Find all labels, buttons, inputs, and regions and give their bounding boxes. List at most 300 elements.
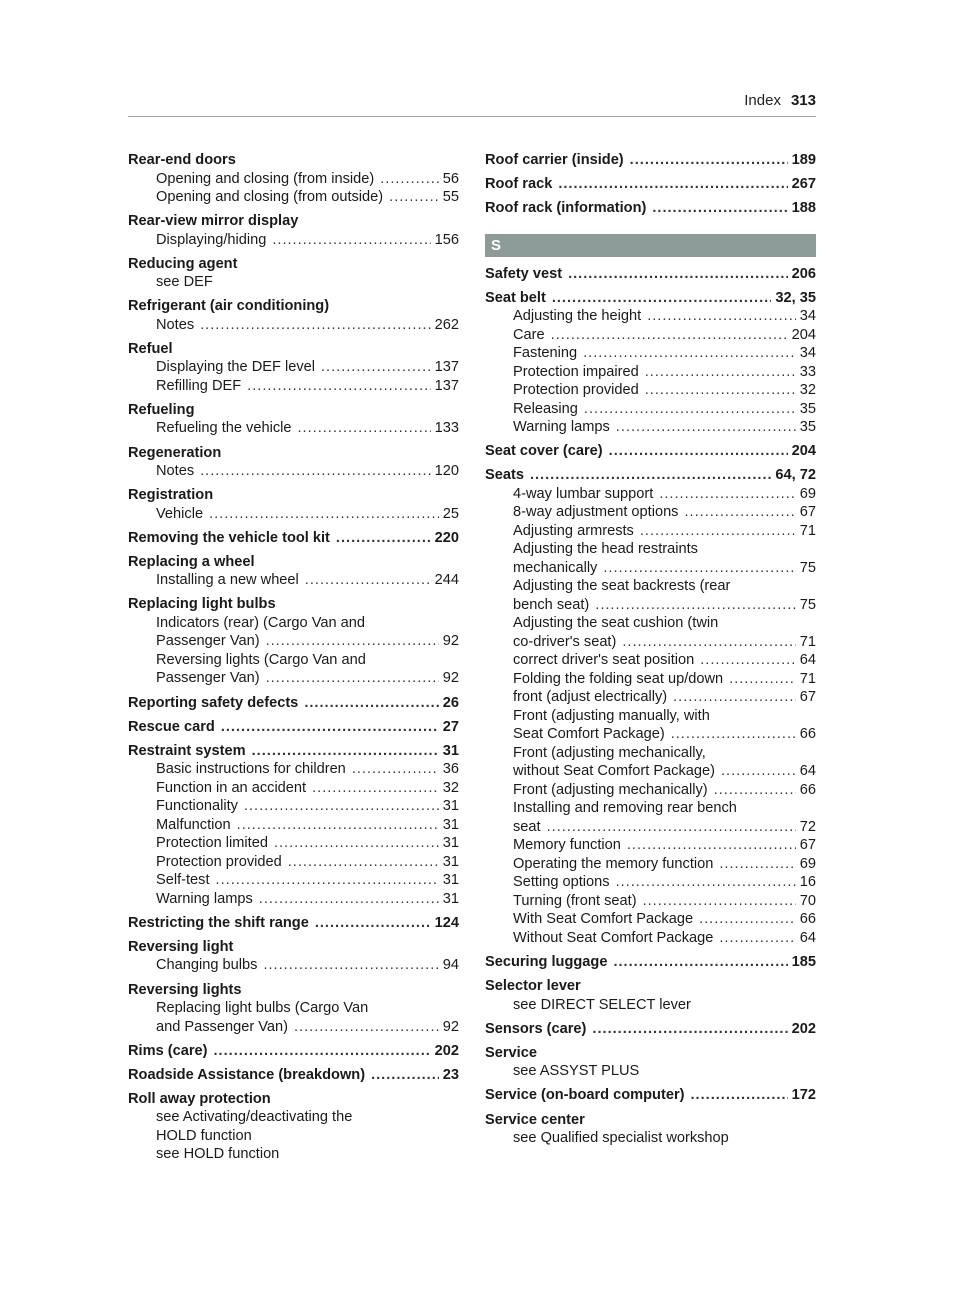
index-subentry — [485, 559, 816, 578]
index-term-text: Seat cover (care) — [485, 443, 603, 460]
index-subentry — [485, 855, 816, 874]
index-entry — [485, 1020, 816, 1039]
index-subentry — [485, 307, 816, 326]
index-term-text: Service center — [485, 1111, 585, 1128]
page-ref: 156 — [434, 231, 459, 248]
index-subentry — [128, 273, 459, 292]
index-subentry — [485, 762, 816, 781]
index-term-text: Seat belt — [485, 289, 546, 306]
index-entry — [485, 977, 816, 1014]
dot-leader — [209, 505, 439, 524]
page-ref: 34 — [799, 308, 816, 325]
index-subentry-text: Displaying/hiding — [156, 231, 267, 248]
dot-leader — [671, 725, 796, 744]
index-subentry — [485, 344, 816, 363]
page-number: 313 — [790, 92, 816, 109]
page-ref: 69 — [799, 855, 816, 872]
dot-leader — [568, 265, 788, 284]
index-term-text: Reversing lights — [128, 981, 242, 998]
dot-leader — [603, 559, 795, 578]
dot-leader — [719, 929, 795, 948]
page-ref: 23 — [442, 1066, 459, 1083]
dot-leader — [690, 1086, 787, 1105]
page-ref: 92 — [442, 633, 459, 650]
page-ref: 94 — [442, 957, 459, 974]
index-subentry — [128, 505, 459, 524]
index-subentry — [128, 231, 459, 250]
page-ref: 220 — [434, 529, 459, 546]
index-subentry-text: see DEF — [156, 274, 213, 291]
index-subentry-text: Protection provided — [156, 853, 282, 870]
page-ref: 92 — [442, 1018, 459, 1035]
index-subentry-text: Warning lamps — [513, 419, 610, 436]
index-subentry — [485, 910, 816, 929]
index-subentry-line: Adjusting the head restraints — [513, 541, 698, 558]
index-term-text: Securing luggage — [485, 954, 608, 971]
index-term — [485, 1044, 816, 1063]
page-ref: 71 — [799, 522, 816, 539]
page-ref: 72 — [799, 818, 816, 835]
index-subentry — [485, 873, 816, 892]
index-term-text: Roof carrier (inside) — [485, 152, 624, 168]
index-subentry — [485, 522, 816, 541]
dot-leader — [312, 779, 439, 798]
index-subentry — [128, 816, 459, 835]
page-ref: 33 — [799, 363, 816, 380]
index-subentry — [485, 670, 816, 689]
dot-leader — [592, 1020, 787, 1039]
dot-leader — [630, 151, 788, 170]
dot-leader — [558, 175, 787, 194]
index-subentry-text: Installing a new wheel — [156, 572, 299, 589]
index-entry — [128, 340, 459, 396]
page-ref: 36 — [442, 761, 459, 778]
index-subentry-text: without Seat Comfort Package) — [513, 763, 715, 780]
index-entry — [485, 442, 816, 461]
index-subentry-text: Refilling DEF — [156, 377, 242, 394]
page-ref: 206 — [791, 265, 816, 282]
index-subentry-line: Indicators (rear) (Cargo Van and — [156, 614, 366, 631]
index-entry — [485, 1111, 816, 1148]
index-subentry-text: Fastening — [513, 345, 578, 362]
index-term-text: Roadside Assistance (breakdown) — [128, 1066, 366, 1083]
index-entry — [128, 401, 459, 438]
index-subentry-text: Protection limited — [156, 835, 268, 852]
dot-leader — [263, 956, 438, 975]
index-subentry-text: Turning (front seat) — [513, 892, 637, 909]
index-term-text: Roof rack (information) — [485, 200, 647, 217]
index-entry — [485, 1086, 816, 1105]
index-entry — [128, 444, 459, 481]
page-ref: 204 — [791, 443, 816, 460]
dot-leader — [584, 400, 796, 419]
index-subentry-text: front (adjust electrically) — [513, 689, 668, 706]
page-ref: 35 — [799, 419, 816, 436]
index-term-text: Rims (care) — [128, 1042, 208, 1059]
index-subentry — [485, 929, 816, 948]
index-entry — [128, 694, 459, 713]
index-term — [128, 595, 459, 614]
index-term — [128, 255, 459, 274]
index-subentry — [485, 996, 816, 1015]
index-entry — [485, 151, 816, 170]
dot-leader — [699, 910, 796, 929]
index-subentry — [128, 779, 459, 798]
index-entry — [128, 529, 459, 548]
dot-leader — [294, 1018, 439, 1037]
page-ref: 189 — [791, 152, 816, 168]
page-ref: 16 — [799, 874, 816, 891]
page-ref: 64 — [799, 929, 816, 946]
page-ref: 31 — [442, 816, 459, 833]
index-subentry — [485, 818, 816, 837]
index-term-text: Rear-view mirror display — [128, 213, 299, 230]
index-term — [485, 199, 816, 218]
dot-leader — [684, 503, 795, 522]
page-ref: 70 — [799, 892, 816, 909]
dot-leader — [721, 762, 796, 781]
index-subentry — [485, 363, 816, 382]
index-subentry-text: Front (adjusting mechanically) — [513, 781, 708, 798]
dot-leader — [616, 418, 796, 437]
page-ref: 137 — [434, 359, 459, 376]
index-subentry-text: Self-test — [156, 872, 210, 889]
dot-leader — [551, 326, 788, 345]
dot-leader — [371, 1066, 439, 1085]
index-subentry-text: see HOLD function — [156, 1146, 280, 1163]
index-term — [128, 718, 459, 737]
dot-leader — [221, 718, 439, 737]
index-subentry — [128, 571, 459, 590]
index-term-text: Removing the vehicle tool kit — [128, 529, 330, 546]
dot-leader — [613, 953, 787, 972]
dot-leader — [652, 199, 787, 218]
index-subentry-text: Refueling the vehicle — [156, 420, 292, 437]
index-subentry — [485, 892, 816, 911]
index-entry — [128, 742, 459, 909]
index-term — [128, 914, 459, 933]
index-term — [485, 1020, 816, 1039]
index-subentry — [128, 419, 459, 438]
dot-leader — [673, 688, 796, 707]
index-subentry-text: mechanically — [513, 559, 598, 576]
index-subentry — [485, 381, 816, 400]
index-term-text: Replacing a wheel — [128, 553, 255, 570]
dot-leader — [552, 289, 772, 308]
index-term — [128, 340, 459, 359]
page-ref: 69 — [799, 485, 816, 502]
page-ref: 133 — [434, 420, 459, 437]
dot-leader — [266, 669, 439, 688]
index-entry — [128, 297, 459, 334]
dot-leader — [288, 853, 439, 872]
index-subentry — [128, 462, 459, 481]
index-term-text: Service (on-board computer) — [485, 1087, 685, 1104]
index-column-left — [128, 151, 459, 1169]
index-term — [128, 553, 459, 572]
index-term-text: Safety vest — [485, 265, 563, 282]
index-term — [485, 442, 816, 461]
index-subentry-line: Reversing lights (Cargo Van and — [156, 651, 366, 668]
index-subentry-text: Protection provided — [513, 382, 639, 399]
index-term — [128, 1090, 459, 1109]
index-term-text: Refuel — [128, 340, 173, 357]
page-ref: 31 — [442, 890, 459, 907]
index-term-text: Service — [485, 1044, 537, 1061]
dot-leader — [315, 914, 431, 933]
page-ref: 67 — [799, 504, 816, 521]
page-ref: 34 — [799, 345, 816, 362]
index-entry — [128, 718, 459, 737]
dot-leader — [321, 358, 431, 377]
dot-leader — [583, 344, 796, 363]
page-ref: 67 — [799, 689, 816, 706]
dot-leader — [200, 462, 431, 481]
index-term — [485, 466, 816, 485]
index-subentry-text: Without Seat Comfort Package — [513, 929, 714, 946]
index-subentry — [485, 836, 816, 855]
page-ref: 202 — [434, 1042, 459, 1059]
page-ref: 92 — [442, 670, 459, 687]
index-subentry — [485, 633, 816, 652]
index-subentry-line: Adjusting the seat cushion (twin — [513, 615, 719, 632]
page-ref: 66 — [799, 781, 816, 798]
dot-leader — [389, 188, 439, 207]
index-term — [128, 444, 459, 463]
index-subentry-line: Front (adjusting manually, with — [513, 707, 710, 724]
dot-leader — [237, 816, 439, 835]
index-subentry-line: Replacing light bulbs (Cargo Van — [156, 1000, 369, 1016]
page-ref: 67 — [799, 837, 816, 854]
page-ref: 204 — [791, 326, 816, 343]
page-ref: 244 — [434, 572, 459, 589]
index-term-text: Replacing light bulbs — [128, 596, 276, 613]
dot-leader — [622, 633, 795, 652]
dot-leader — [274, 834, 439, 853]
page-ref: 262 — [434, 316, 459, 333]
index-subentry — [485, 326, 816, 345]
page-ref: 31 — [442, 835, 459, 852]
index-subentry-text: Setting options — [513, 874, 610, 891]
index-subentry-text: Adjusting the height — [513, 308, 642, 325]
index-subentry — [128, 1127, 459, 1146]
index-subentry — [128, 188, 459, 207]
dot-leader — [700, 651, 796, 670]
page-ref: 32 — [799, 382, 816, 399]
index-term — [128, 742, 459, 761]
page-ref: 31 — [442, 872, 459, 889]
index-subentry-text: With Seat Comfort Package — [513, 911, 694, 928]
dot-leader — [252, 742, 439, 761]
index-subentry — [485, 781, 816, 800]
index-entry — [128, 151, 459, 207]
index-subentry — [128, 834, 459, 853]
page-ref: 31 — [442, 853, 459, 870]
index-term-text: Seats — [485, 467, 524, 484]
index-term — [128, 212, 459, 231]
index-term — [128, 486, 459, 505]
index-term — [128, 1066, 459, 1085]
page-ref: 75 — [799, 596, 816, 613]
dot-leader — [272, 231, 430, 250]
letter-section-header: S — [485, 234, 816, 257]
index-subentry-text: Care — [513, 326, 545, 343]
dot-leader — [616, 873, 796, 892]
page-header — [128, 92, 816, 117]
page-ref: 64, 72 — [775, 467, 816, 484]
index-term — [485, 1111, 816, 1130]
dot-leader — [645, 363, 796, 382]
page-ref: 71 — [799, 670, 816, 687]
index-subentry-text: Warning lamps — [156, 890, 253, 907]
index-subentry-text: Operating the memory function — [513, 855, 714, 872]
index-subentry — [128, 316, 459, 335]
index-subentry-text: Opening and closing (from inside) — [156, 170, 375, 187]
dot-leader — [627, 836, 796, 855]
index-subentry-text: Notes — [156, 463, 195, 480]
index-subentry — [485, 688, 816, 707]
index-subentry-text: Releasing — [513, 400, 578, 417]
index-subentry-text: Vehicle — [156, 505, 204, 522]
index-term — [128, 151, 459, 170]
index-subentry-text: Protection impaired — [513, 363, 639, 380]
index-subentry — [485, 485, 816, 504]
index-subentry — [128, 760, 459, 779]
index-term-text: Sensors (care) — [485, 1020, 587, 1037]
index-term — [128, 981, 459, 1000]
index-subentry-text: Passenger Van) — [156, 670, 260, 687]
index-entry — [128, 914, 459, 933]
dot-leader — [304, 694, 438, 713]
index-subentry — [128, 797, 459, 816]
index-entry — [485, 953, 816, 972]
index-entry — [128, 1066, 459, 1085]
index-subentry-text: HOLD function — [156, 1127, 252, 1144]
index-entry — [485, 1044, 816, 1081]
index-term-text: Roof rack — [485, 176, 553, 193]
page-ref: 55 — [442, 189, 459, 205]
page-ref: 56 — [442, 170, 459, 187]
index-subentry-text: Memory function — [513, 837, 621, 854]
dot-leader — [530, 466, 771, 485]
dot-leader — [659, 485, 795, 504]
index-subentry-text: Folding the folding seat up/down — [513, 670, 724, 687]
index-subentry-text: correct driver's seat position — [513, 652, 695, 669]
page-ref: 64 — [799, 652, 816, 669]
page-ref: 31 — [442, 798, 459, 815]
dot-leader — [216, 871, 439, 890]
index-subentry — [128, 956, 459, 975]
index-term-text: Restraint system — [128, 742, 246, 759]
index-term-text: Reporting safety defects — [128, 694, 299, 711]
index-subentry-text: Basic instructions for children — [156, 761, 346, 778]
index-entry — [128, 1090, 459, 1164]
dot-leader — [244, 797, 439, 816]
index-subentry-text: 8-way adjustment options — [513, 504, 679, 521]
index-entry — [128, 553, 459, 590]
index-entry — [128, 255, 459, 292]
page-ref: 120 — [434, 463, 459, 480]
page-ref: 172 — [791, 1087, 816, 1104]
page-ref: 75 — [799, 559, 816, 576]
index-term — [128, 297, 459, 316]
index-term — [485, 953, 816, 972]
index-entry — [128, 595, 459, 688]
page-ref: 27 — [442, 718, 459, 735]
index-term-text: Restricting the shift range — [128, 914, 309, 931]
dot-leader — [547, 818, 796, 837]
index-subentry-text: Displaying the DEF level — [156, 359, 315, 376]
index-subentry — [128, 1145, 459, 1164]
index-subentry — [128, 853, 459, 872]
index-subentry — [128, 669, 459, 688]
page-ref: 26 — [442, 694, 459, 711]
index-subentry-text: and Passenger Van) — [156, 1018, 288, 1035]
index-subentry-text: Passenger Van) — [156, 633, 260, 650]
index-subentry — [485, 418, 816, 437]
section-title: Index — [744, 92, 781, 109]
index-term — [128, 938, 459, 957]
index-subentry-text: Changing bulbs — [156, 957, 258, 974]
dot-leader — [352, 760, 439, 779]
index-term-text: Registration — [128, 487, 214, 504]
index-term — [128, 1042, 459, 1061]
index-subentry — [128, 170, 459, 189]
page-ref: 66 — [799, 726, 816, 743]
dot-leader — [609, 442, 788, 461]
index-term-text: Refrigerant (air conditioning) — [128, 298, 330, 315]
dot-leader — [297, 419, 430, 438]
index-entry — [128, 1042, 459, 1061]
page-ref: 267 — [791, 176, 816, 193]
page-ref: 71 — [799, 633, 816, 650]
index-subentry-text: Malfunction — [156, 816, 231, 833]
index-entry — [128, 981, 459, 1037]
index-subentry-text: seat — [513, 818, 541, 835]
page-ref: 32, 35 — [775, 289, 816, 306]
index-term — [485, 265, 816, 284]
page-ref: 66 — [799, 911, 816, 928]
index-term — [485, 151, 816, 170]
dot-leader — [247, 377, 430, 396]
index-subentry — [128, 632, 459, 651]
index-subentry — [485, 1062, 816, 1081]
index-subentry-text: Notes — [156, 316, 195, 333]
index-subentry — [128, 377, 459, 396]
index-subentry — [485, 503, 816, 522]
dot-leader — [714, 781, 796, 800]
dot-leader — [719, 855, 795, 874]
page-ref: 202 — [791, 1020, 816, 1037]
index-subentry-text: bench seat) — [513, 596, 590, 613]
index-subentry-text: see DIRECT SELECT lever — [513, 996, 691, 1013]
index-subentry-text: see Qualified specialist workshop — [513, 1130, 729, 1147]
index-entry — [128, 938, 459, 975]
dot-leader — [214, 1042, 431, 1061]
index-subentry — [485, 1129, 816, 1148]
index-subentry-text: co-driver's seat) — [513, 633, 617, 650]
index-subentry-line: see Activating/deactivating the — [156, 1109, 353, 1126]
dot-leader — [595, 596, 796, 615]
index-term-text: Roll away protection — [128, 1090, 271, 1107]
page-ref: 188 — [791, 200, 816, 217]
page-ref: 64 — [799, 763, 816, 780]
page-ref: 35 — [799, 400, 816, 417]
dot-leader — [640, 522, 796, 541]
index-term — [128, 529, 459, 548]
index-subentry-line: Installing and removing rear bench — [513, 800, 737, 817]
index-term — [128, 694, 459, 713]
